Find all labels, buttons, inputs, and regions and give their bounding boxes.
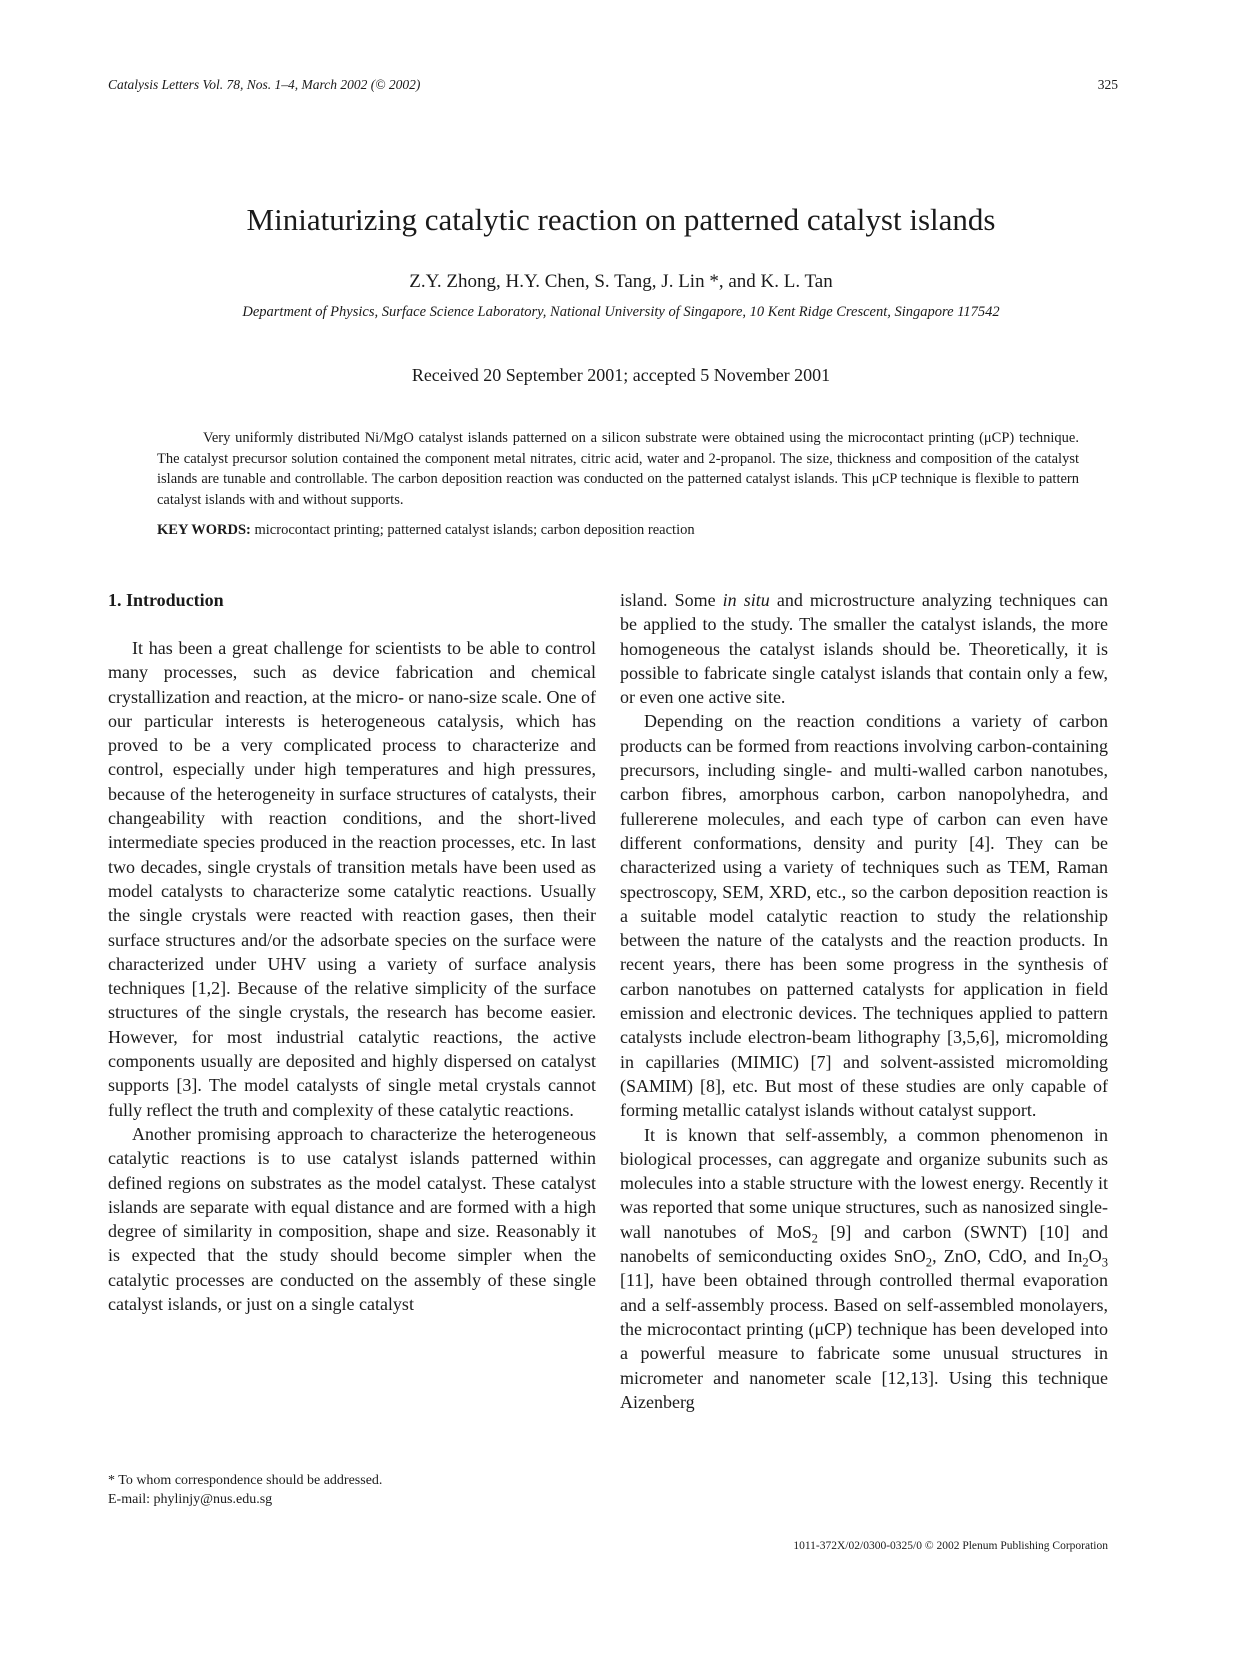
page-number: 325 xyxy=(1097,77,1118,92)
abstract xyxy=(157,428,1079,510)
body-paragraph: It is known that self-assembly, a common phenomenon in biological processes, can aggregate and organize subunits such as molecules into a stable structure with the lowest energy. Recently it was reported that some unique structures, such as nanosized single-wall nanotubes of MoS$_2$ [9] and carbon (SWNT) [10] and nanobelts of semiconducting oxides SnO$_2$, ZnO, CdO, and $In_2O_3$ [11], have been obtained through controlled thermal evaporation and a self-assembly process. Based on self-assembled monolayers, the microcontact printing (μCP) technique has been developed into a powerful measure to fabricate some unusual structures in micrometer and nanometer scale [12,13]. Using this technique Aizenberg xyxy=(620,1124,1108,1412)
body-paragraph: Depending on the reaction conditions a variety of carbon products can be formed from reactions involving carbon-containing precursors, including single- and multi-walled carbon nanotubes, carbon fibres, amorphous carbon, carbon nanopolyhedra, and fullererene molecules, and each type of carbon can even have different conformations, density and purity [4]. They can be characterized using a variety of techniques such as TEM, Raman spectroscopy, SEM, XRD, etc., so the carbon deposition reaction is a suitable model catalytic reaction to study the relationship between the nature of the catalysts and the reaction products. In recent years, there has been some progress in the synthesis of carbon nanotubes on patterned catalysts for application in field emission and electronic devices. The techniques applied to pattern catalysts include electron-beam lithography [3,5,6], micromolding in capillaries (MIMIC) [7] and solvent-assisted micromolding (SAMIM) [8], etc. But most of these studies are only capable of forming metallic catalyst islands without catalyst support. xyxy=(620,711,1108,1121)
footnote-line: * To whom correspondence should be addressed. xyxy=(108,1473,383,1488)
section-heading: 1. Introduction xyxy=(108,590,224,610)
keywords-text: microcontact printing; patterned catalyst islands; carbon deposition reaction xyxy=(254,522,695,538)
body-paragraph: It has been a great challenge for scientists to be able to control many processes, such as device fabrication and chemical crystallization and reaction, at the micro- or nano-size scale. One of our particular interests is heterogeneous catalysis, which has proved to be a very complicated process to characterize and control, especially under high temperatures and high pressures, because of the heterogeneity in surface structures of catalysts, their changeability with reaction conditions, and the short-lived intermediate species produced in the reaction processes, etc. In last two decades, single crystals of transition metals have been used as model catalysts to characterize some catalytic reactions. Usually the single crystals were reacted with reaction gases, then their surface structures and/or the adsorbate species on the surface were characterized under UHV using a variety of surface analysis techniques [1,2]. Because of the relative simplicity of the surface structures of the single crystals, the research has become easier. However, for most industrial catalytic reactions, the active components usually are deposited and highly dispersed on catalyst supports [3]. The model catalysts of single metal crystals cannot fully reflect the truth and complexity of these catalytic reactions. xyxy=(108,638,596,1120)
author-affiliation: Department of Physics, Surface Science Laboratory, National University of Singapore, 10 Kent Ridge Crescent, Singapore 117542 xyxy=(242,304,1000,320)
keywords-label: KEY WORDS: xyxy=(157,522,251,538)
right-column xyxy=(620,588,1108,1414)
journal-citation: Catalysis Letters Vol. 78, Nos. 1–4, March 2002 (© 2002) xyxy=(108,77,421,92)
body-paragraph: Another promising approach to characterize the heterogeneous catalytic reactions is to use catalyst islands patterned within defined regions on substrates as the model catalyst. These catalyst islands are separate with equal distance and are formed with a high degree of similarity in composition, shape and size. Reasonably it is expected that the study should become simpler when the catalytic processes are conducted on the assembly of these single catalyst islands, or just on a single catalyst xyxy=(108,1123,596,1315)
copyright-footer: 1011-372X/02/0300-0325/0 © 2002 Plenum Publishing Corporation xyxy=(793,1540,1108,1552)
keywords xyxy=(157,520,1079,540)
received-accepted-dates: Received 20 September 2001; accepted 5 November 2001 xyxy=(411,365,831,385)
running-header xyxy=(108,76,1118,94)
correspondence-footnote xyxy=(108,1472,596,1509)
left-column xyxy=(108,588,596,1316)
italic-term: in situ xyxy=(722,590,770,610)
abstract-text: Very uniformly distributed Ni/MgO catalyst islands patterned on a silicon substrate were obtained using the microcontact printing (μCP) technique. The catalyst precursor solution contained the component metal nitrates, citric acid, water and 2-propanol. The size, thickness and composition of the catalyst islands are tunable and controllable. The carbon deposition reaction was conducted on the patterned catalyst islands. This μCP technique is flexible to pattern catalyst islands with and without supports. xyxy=(157,430,1079,508)
author-list: Z.Y. Zhong, H.Y. Chen, S. Tang, J. Lin *, and K. L. Tan xyxy=(409,271,833,292)
footnote-email: E-mail: phylinjy@nus.edu.sg xyxy=(108,1491,273,1507)
body-paragraph: island. Some in situ and microstructure analyzing techniques can be applied to the study. The smaller the catalyst islands, the more homogeneous the catalyst islands should be. Theoretically, it is possible to fabricate single catalyst islands that contain only a few, or even one active site. xyxy=(620,590,1109,708)
article-title: Miniaturizing catalytic reaction on patterned catalyst islands xyxy=(246,202,996,237)
